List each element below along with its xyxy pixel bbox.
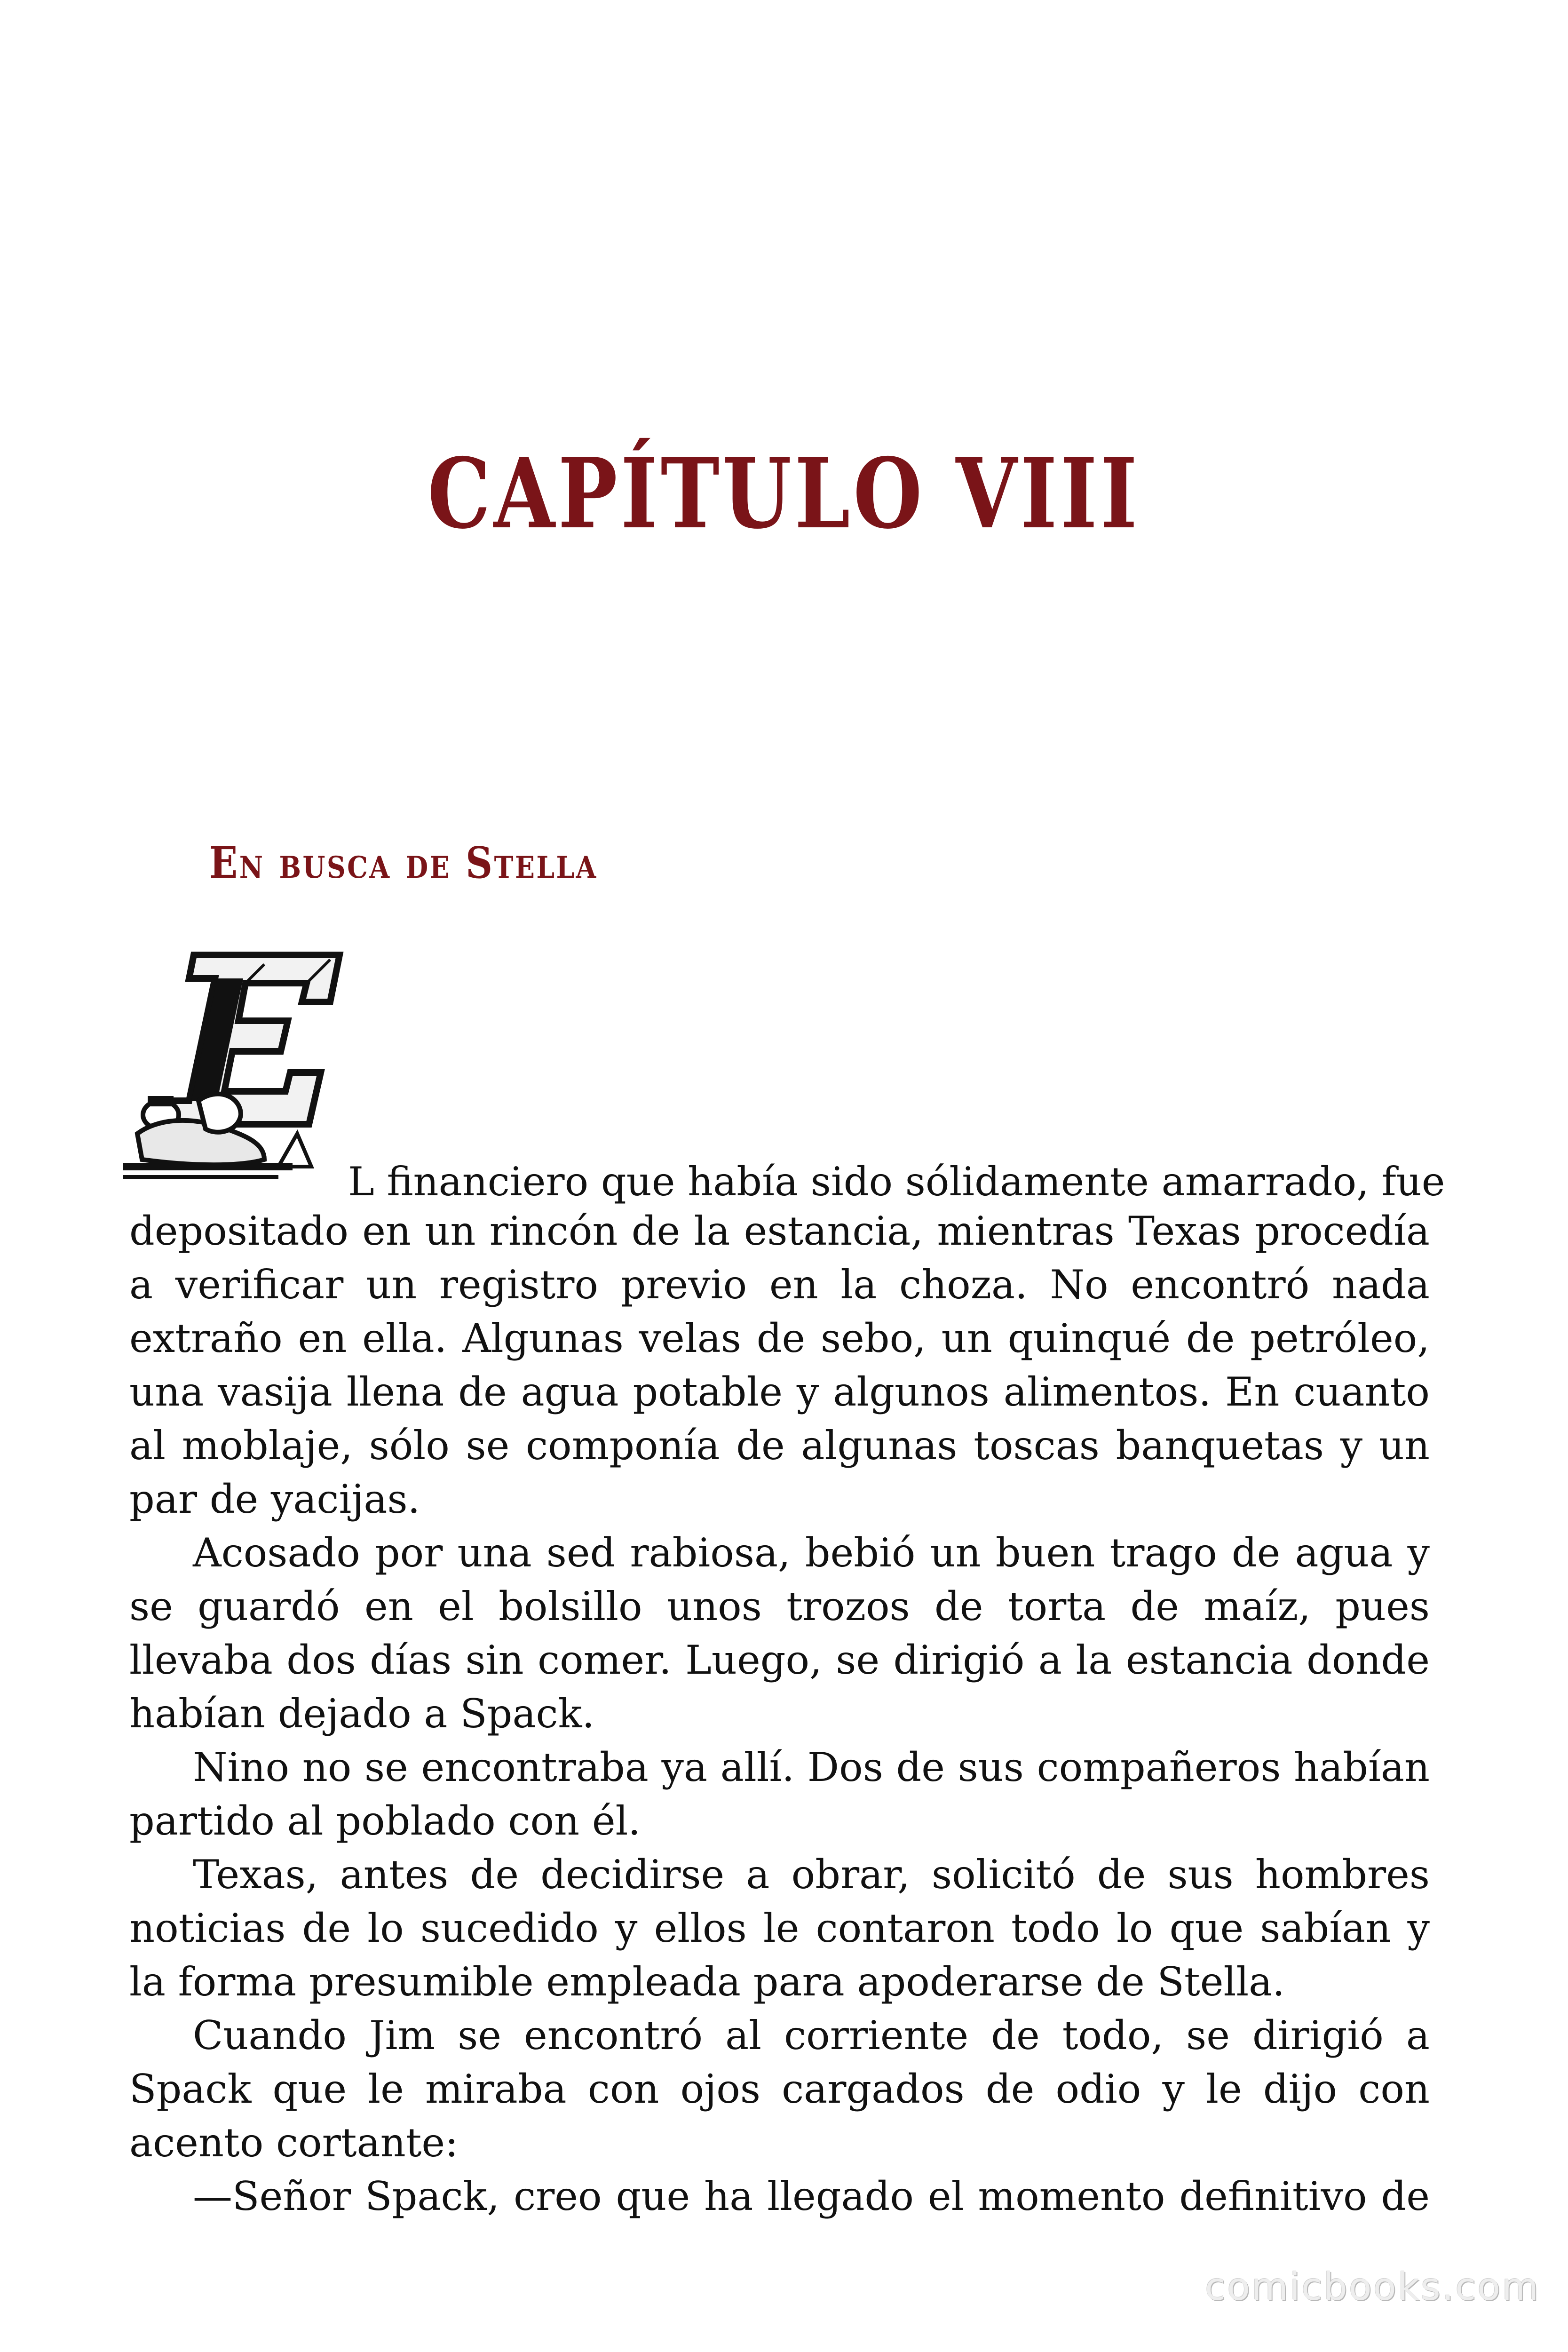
first-line-text: L financiero que había sido sólidamente amarrado, fue (348, 1159, 1445, 1205)
drop-cap-letter-e (163, 955, 340, 1124)
chapter-title: CAPÍTULO VIII (428, 437, 1140, 550)
paragraph: Cuando Jim se encontró al corriente de todo, se dirigió a Spack que le miraba con ojos cargados de odio y le dijo con acento cortante: (129, 2012, 1430, 2166)
section-title: En busca de Stella (209, 837, 598, 888)
body-text (129, 1204, 1430, 2223)
paragraph: Texas, antes de decidirse a obrar, solicitó de sus hombres noticias de lo sucedido y ellos le contaron todo lo que sabían y la forma presumible empleada para apoderarse de Stella. (129, 1851, 1430, 2005)
paragraph: Acosado por una sed rabiosa, bebió un buen trago de agua y se guardó en el bolsillo unos trozos de torta de maíz, pues llevaba dos días sin comer. Luego, se dirigió a la estancia donde habían dejado a Spack. (129, 1530, 1430, 1737)
paragraph: —Señor Spack, creo que ha llegado el momento definitivo de (193, 2173, 1430, 2219)
paragraph: Nino no se encontraba ya allí. Dos de sus compañeros habían partido al poblado con él. (129, 1744, 1430, 1844)
watermark: comicbooks.com (1204, 2265, 1540, 2309)
drop-cap-illustration (123, 946, 349, 1190)
paragraph-1-continuation: depositado en un rincón de la estancia, mientras Texas procedía a verificar un registro previo en la choza. No encontró nada extraño en ella. Algunas velas de sebo, un quinqué de petróleo, una vasija llena de agua potable y algunos alimentos. En cuanto al moblaje, sólo se componía de algunas toscas banquetas y un par de yacijas. (129, 1208, 1430, 1522)
